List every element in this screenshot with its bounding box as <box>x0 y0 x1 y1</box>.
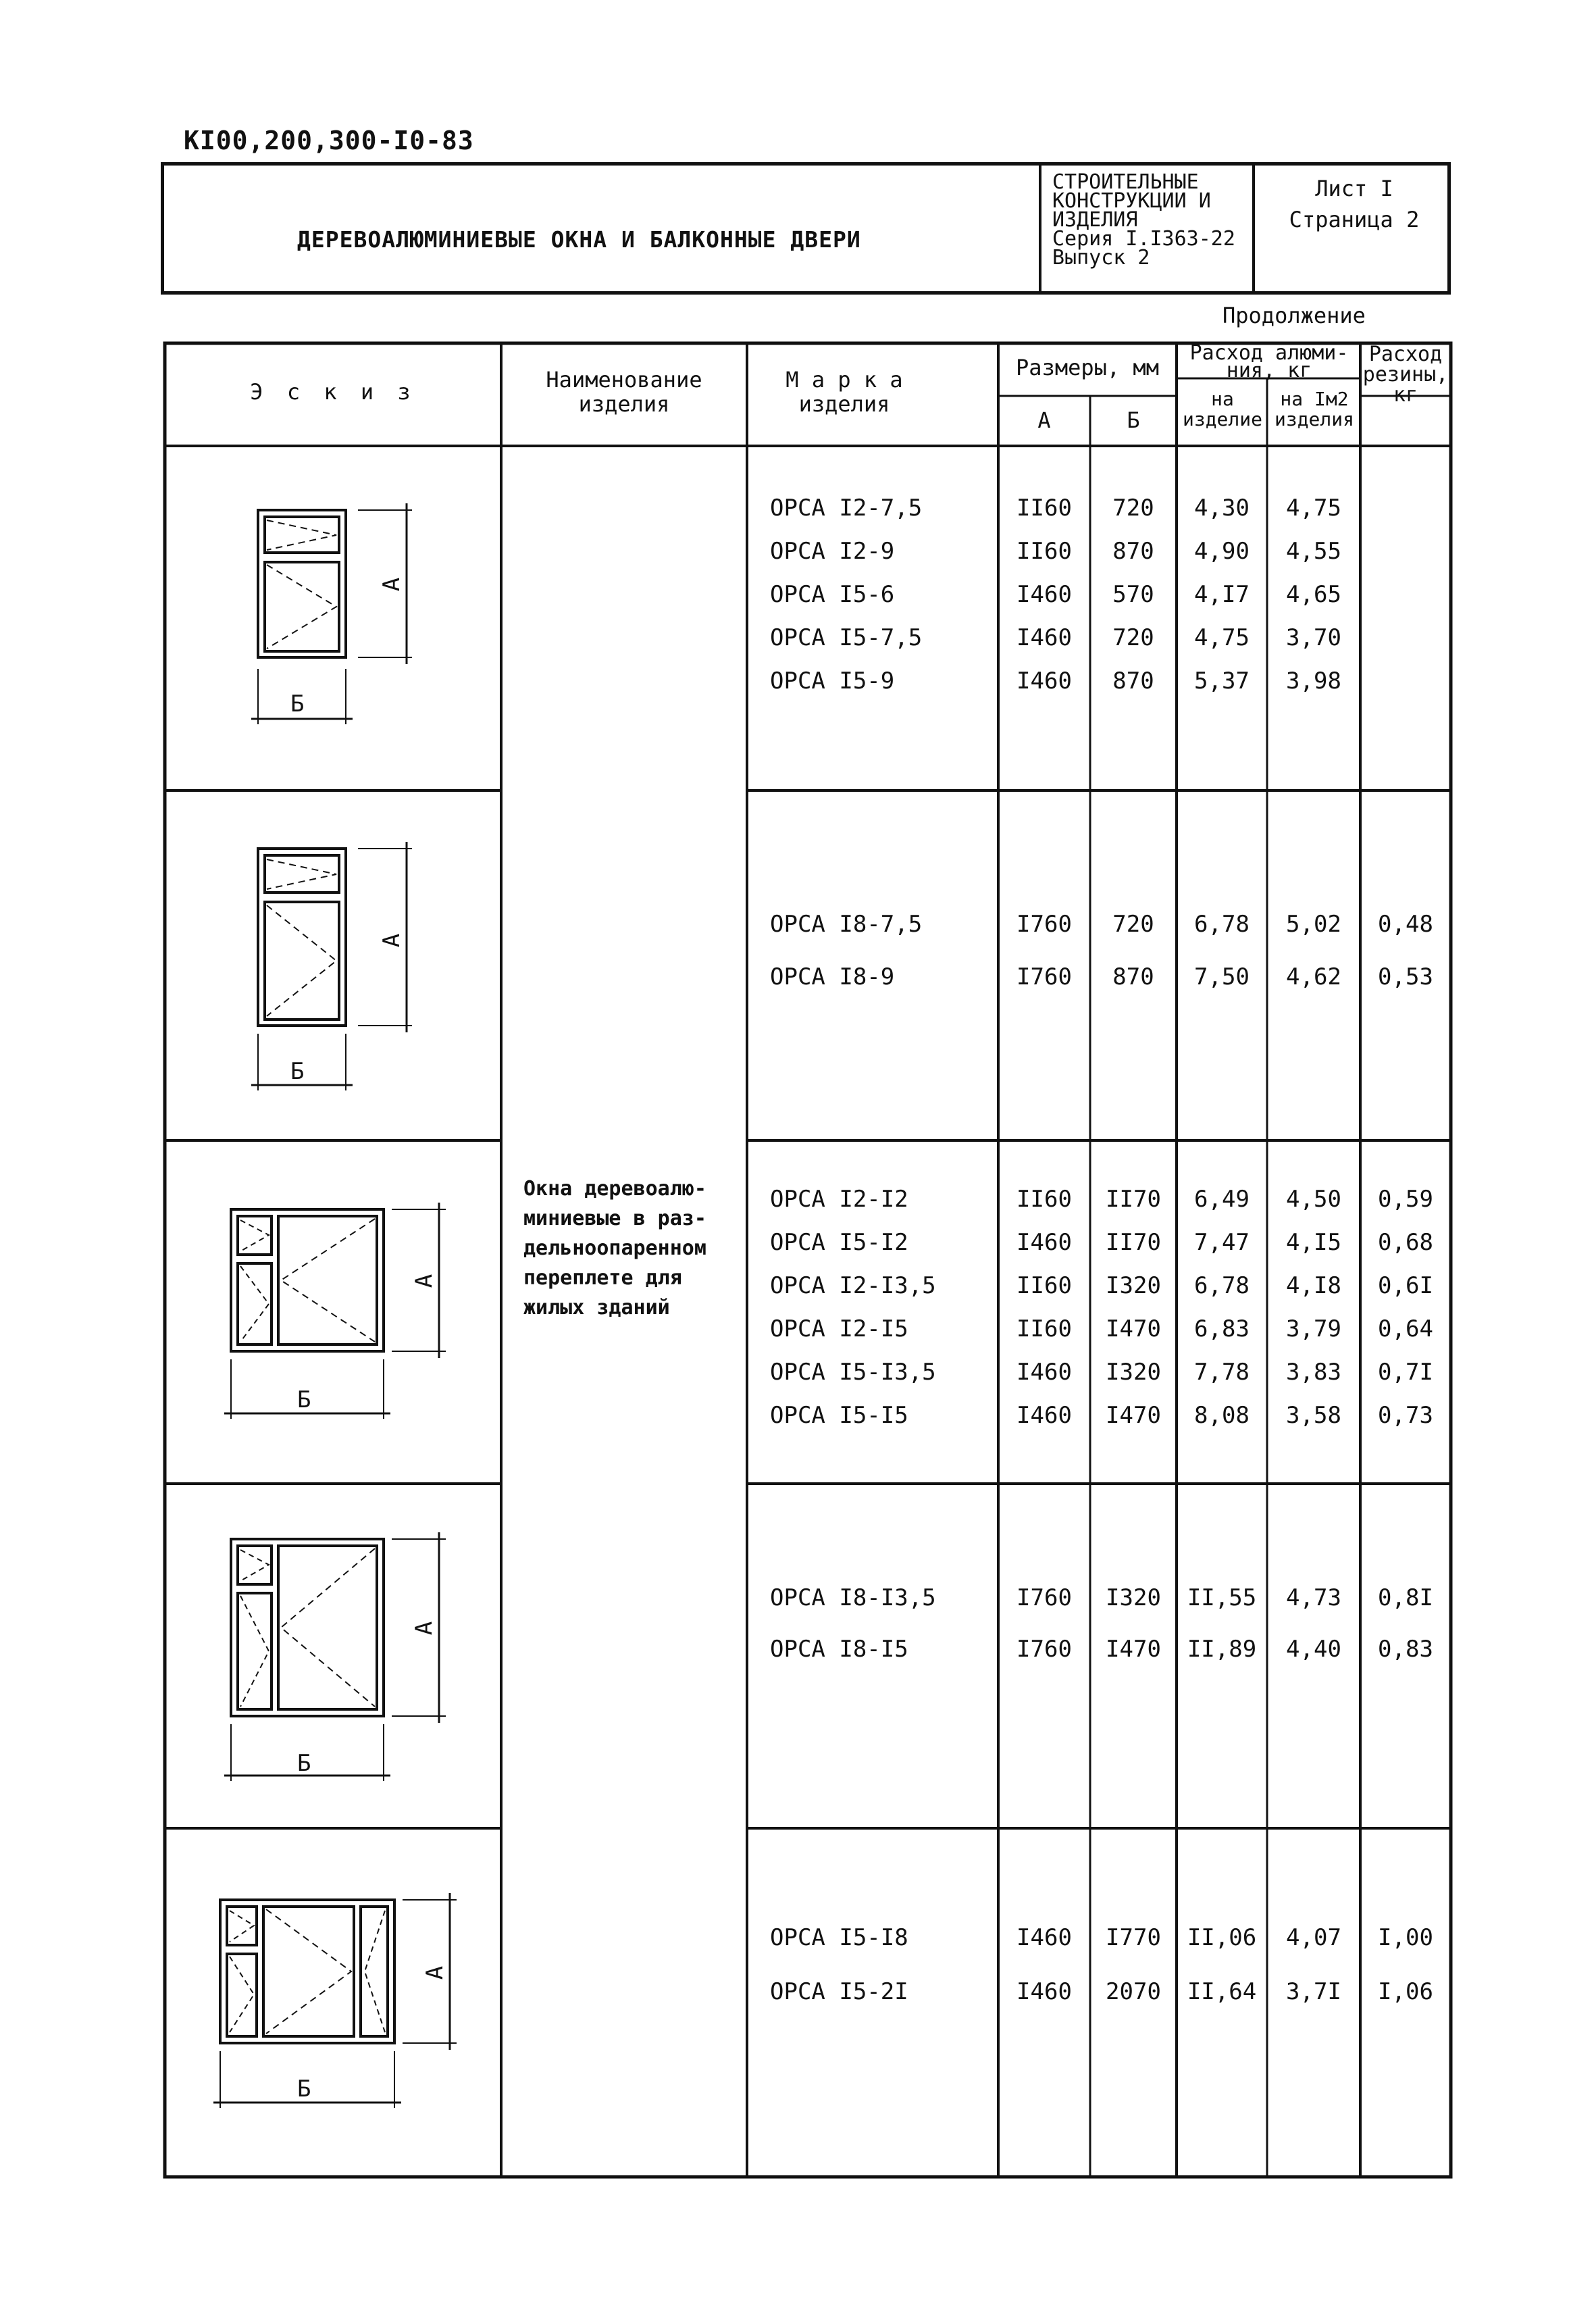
alu-per-item-cell: 6,83 <box>1194 1315 1250 1342</box>
mark-cell: ОРСА I5-9 <box>770 668 895 695</box>
alu-per-m2-cell: 3,79 <box>1286 1315 1341 1342</box>
alu-per-item-cell: 4,I7 <box>1194 581 1250 608</box>
rubber-cell: 0,8I <box>1378 1584 1433 1611</box>
alu-per-m2-cell: 4,55 <box>1286 538 1341 565</box>
size-b-cell: I470 <box>1106 1636 1161 1663</box>
size-b-cell: I470 <box>1106 1402 1161 1429</box>
alu-per-m2-cell: 4,50 <box>1286 1186 1341 1213</box>
header-sketch: Э с к и з <box>250 379 416 405</box>
size-b-cell: I470 <box>1106 1315 1161 1342</box>
header-mark: М а р к а изделия <box>786 367 903 417</box>
sketch-3-dim-b: Б <box>297 1386 311 1413</box>
document-code: КI00,200,300-I0-83 <box>184 126 474 155</box>
alu-per-m2-cell: 4,40 <box>1286 1636 1341 1663</box>
continuation-label: Продолжение <box>1222 303 1366 328</box>
header-sizes: Размеры, мм <box>1016 355 1159 380</box>
size-b-cell: I320 <box>1106 1272 1161 1299</box>
mark-cell: ОРСА I5-I3,5 <box>770 1359 936 1386</box>
sketch-4-dim-b: Б <box>297 1750 311 1777</box>
size-b-cell: 720 <box>1112 911 1154 938</box>
size-a-cell: II60 <box>1016 1186 1072 1213</box>
window-sketch-5 <box>213 1893 457 2108</box>
window-sketch-3 <box>224 1203 446 1419</box>
header-per-item: на изделие <box>1182 388 1262 430</box>
rubber-cell: 0,68 <box>1378 1229 1433 1256</box>
sketch-1-dim-b: Б <box>290 690 305 718</box>
page-number: Страница 2 <box>1289 207 1420 232</box>
size-b-cell: 570 <box>1112 581 1154 608</box>
window-sketch-4 <box>224 1532 446 1781</box>
size-b-cell: I770 <box>1106 1924 1161 1951</box>
size-b-cell: 2070 <box>1106 1978 1161 2005</box>
sketch-5-dim-a: А <box>421 1965 449 1980</box>
mark-cell: ОРСА I2-7,5 <box>770 495 923 522</box>
size-b-cell: 870 <box>1112 963 1154 990</box>
alu-per-m2-cell: 3,70 <box>1286 624 1341 651</box>
sketch-2-dim-b: Б <box>290 1058 305 1085</box>
alu-per-item-cell: 8,08 <box>1194 1402 1250 1429</box>
window-sketch-2 <box>251 842 412 1090</box>
alu-per-item-cell: 6,78 <box>1194 1272 1250 1299</box>
rubber-cell: I,00 <box>1378 1924 1433 1951</box>
size-b-cell: 870 <box>1112 668 1154 695</box>
size-b-cell: II70 <box>1106 1186 1161 1213</box>
mark-cell: ОРСА I2-I3,5 <box>770 1272 936 1299</box>
alu-per-item-cell: 4,30 <box>1194 495 1250 522</box>
alu-per-item-cell: 4,90 <box>1194 538 1250 565</box>
size-a-cell: II60 <box>1016 1315 1072 1342</box>
sketch-2-dim-a: А <box>378 933 406 948</box>
sheet-number: Лист I <box>1315 176 1393 201</box>
size-a-cell: I460 <box>1016 1978 1072 2005</box>
sketch-3-dim-a: А <box>411 1274 438 1288</box>
rubber-cell: 0,59 <box>1378 1186 1433 1213</box>
rubber-cell: 0,64 <box>1378 1315 1433 1342</box>
product-name: Окна деревоалю-миниевые в раз-дельноопаренном переплете для жилых зданий <box>523 1177 706 1319</box>
alu-per-m2-cell: 4,62 <box>1286 963 1341 990</box>
mark-cell: ОРСА I5-6 <box>770 581 895 608</box>
size-a-cell: I460 <box>1016 581 1072 608</box>
document-title: ДЕРЕВОАЛЮМИНИЕВЫЕ ОКНА И БАЛКОННЫЕ ДВЕРИ <box>297 226 861 253</box>
window-sketch-1 <box>251 503 412 724</box>
alu-per-m2-cell: 3,58 <box>1286 1402 1341 1429</box>
mark-cell: ОРСА I5-2I <box>770 1978 908 2005</box>
alu-per-item-cell: 7,78 <box>1194 1359 1250 1386</box>
size-a-cell: I460 <box>1016 668 1072 695</box>
rubber-cell: 0,6I <box>1378 1272 1433 1299</box>
mark-cell: ОРСА I5-I2 <box>770 1229 908 1256</box>
size-b-cell: 870 <box>1112 538 1154 565</box>
alu-per-m2-cell: 5,02 <box>1286 911 1341 938</box>
alu-per-m2-cell: 4,07 <box>1286 1924 1341 1951</box>
alu-per-m2-cell: 4,I5 <box>1286 1229 1341 1256</box>
mark-cell: ОРСА I2-9 <box>770 538 895 565</box>
rubber-cell: 0,73 <box>1378 1402 1433 1429</box>
alu-per-item-cell: II,55 <box>1187 1584 1257 1611</box>
size-b-cell: I320 <box>1106 1584 1161 1611</box>
rubber-cell: I,06 <box>1378 1978 1433 2005</box>
header-size-b: Б <box>1127 407 1140 433</box>
mark-cell: ОРСА I8-7,5 <box>770 911 923 938</box>
header-per-m2: на Iм2 изделия <box>1274 388 1354 430</box>
rubber-cell: 0,48 <box>1378 911 1433 938</box>
size-b-cell: 720 <box>1112 624 1154 651</box>
mark-cell: ОРСА I2-I5 <box>770 1315 908 1342</box>
sketch-1-dim-a: А <box>378 577 406 592</box>
size-b-cell: II70 <box>1106 1229 1161 1256</box>
size-b-cell: 720 <box>1112 495 1154 522</box>
header-size-a: А <box>1037 407 1051 433</box>
alu-per-item-cell: 6,78 <box>1194 911 1250 938</box>
size-b-cell: I320 <box>1106 1359 1161 1386</box>
alu-per-item-cell: II,89 <box>1187 1636 1257 1663</box>
header-rubber: Расход резины, кг <box>1362 343 1449 407</box>
mark-cell: ОРСА I8-I3,5 <box>770 1584 936 1611</box>
alu-per-item-cell: II,06 <box>1187 1924 1257 1951</box>
size-a-cell: I460 <box>1016 624 1072 651</box>
alu-per-item-cell: II,64 <box>1187 1978 1257 2005</box>
alu-per-m2-cell: 4,65 <box>1286 581 1341 608</box>
mark-cell: ОРСА I5-I5 <box>770 1402 908 1429</box>
rubber-cell: 0,53 <box>1378 963 1433 990</box>
size-a-cell: I460 <box>1016 1229 1072 1256</box>
rubber-cell: 0,7I <box>1378 1359 1433 1386</box>
alu-per-m2-cell: 3,7I <box>1286 1978 1341 2005</box>
header-name: Наименование изделия <box>546 367 702 417</box>
alu-per-m2-cell: 4,73 <box>1286 1584 1341 1611</box>
size-a-cell: I760 <box>1016 963 1072 990</box>
size-a-cell: I460 <box>1016 1402 1072 1429</box>
mark-cell: ОРСА I2-I2 <box>770 1186 908 1213</box>
alu-per-item-cell: 7,47 <box>1194 1229 1250 1256</box>
sketch-4-dim-a: А <box>411 1621 438 1636</box>
size-a-cell: I760 <box>1016 1636 1072 1663</box>
alu-per-item-cell: 7,50 <box>1194 963 1250 990</box>
size-a-cell: II60 <box>1016 495 1072 522</box>
alu-per-item-cell: 6,49 <box>1194 1186 1250 1213</box>
header-aluminium: Расход алюми-ния, кг <box>1189 341 1349 382</box>
size-a-cell: II60 <box>1016 538 1072 565</box>
alu-per-m2-cell: 4,I8 <box>1286 1272 1341 1299</box>
mark-cell: ОРСА I5-7,5 <box>770 624 923 651</box>
alu-per-m2-cell: 3,83 <box>1286 1359 1341 1386</box>
rubber-cell: 0,83 <box>1378 1636 1433 1663</box>
alu-per-m2-cell: 4,75 <box>1286 495 1341 522</box>
size-a-cell: I460 <box>1016 1924 1072 1951</box>
series-info: СТРОИТЕЛЬНЫЕ КОНСТРУКЦИИ И ИЗДЕЛИЯ Серия I.I363-22 Выпуск 2 <box>1052 170 1235 270</box>
alu-per-m2-cell: 3,98 <box>1286 668 1341 695</box>
size-a-cell: I460 <box>1016 1359 1072 1386</box>
mark-cell: ОРСА I5-I8 <box>770 1924 908 1951</box>
mark-cell: ОРСА I8-9 <box>770 963 895 990</box>
alu-per-item-cell: 4,75 <box>1194 624 1250 651</box>
mark-cell: ОРСА I8-I5 <box>770 1636 908 1663</box>
sketch-5-dim-b: Б <box>297 2076 311 2103</box>
size-a-cell: I760 <box>1016 1584 1072 1611</box>
size-a-cell: II60 <box>1016 1272 1072 1299</box>
size-a-cell: I760 <box>1016 911 1072 938</box>
alu-per-item-cell: 5,37 <box>1194 668 1250 695</box>
